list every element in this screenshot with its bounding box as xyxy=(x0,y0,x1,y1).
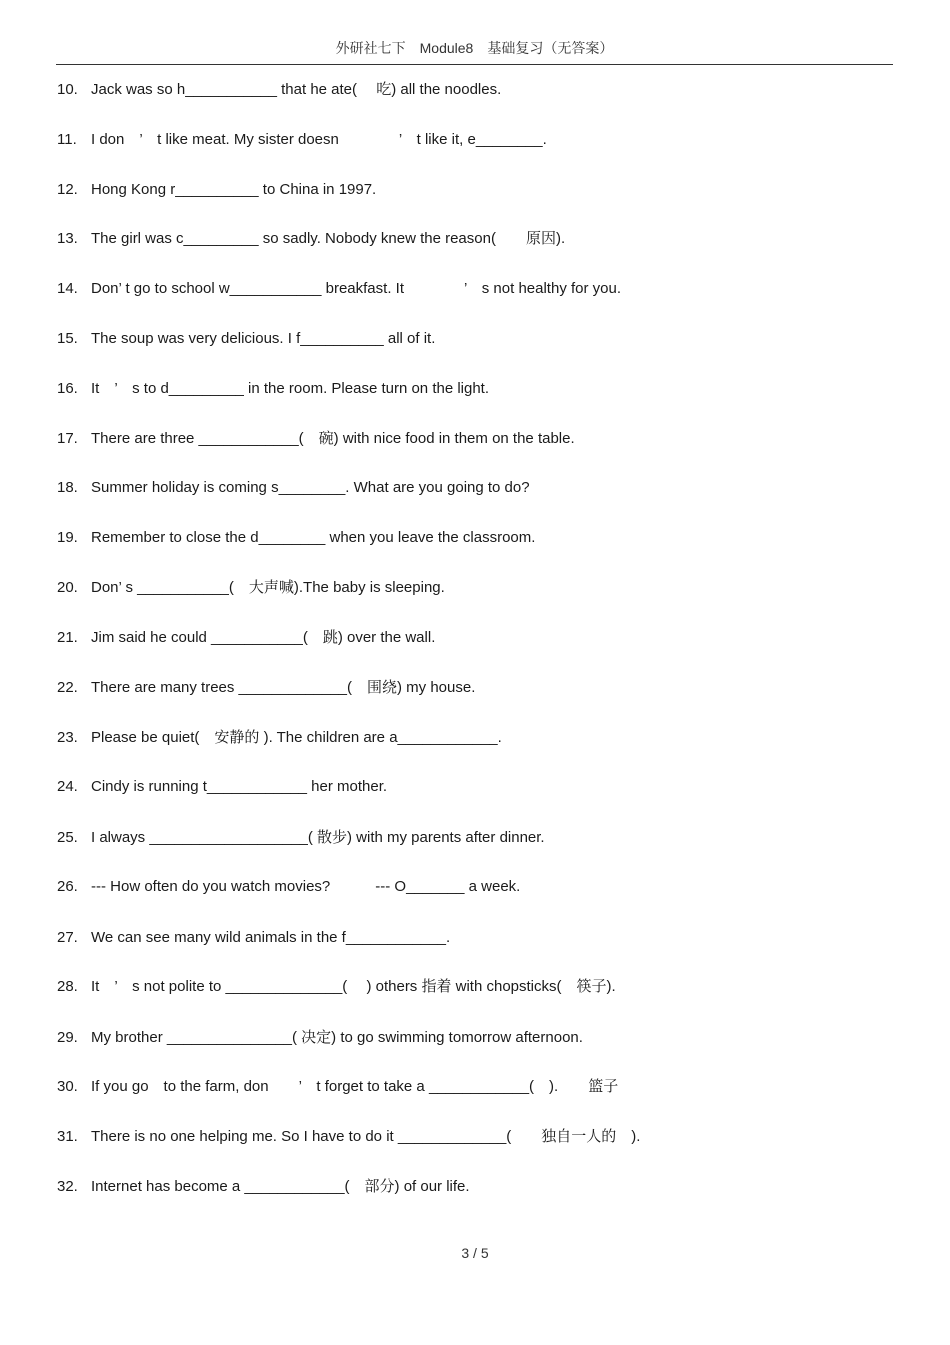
question-item xyxy=(57,528,535,548)
question-number: 31. xyxy=(57,1128,78,1145)
question-item xyxy=(57,379,489,399)
question-number: 30. xyxy=(57,1078,78,1095)
question-number: 20. xyxy=(57,579,78,596)
question-item xyxy=(57,180,376,200)
question-item xyxy=(57,429,575,449)
question-text: Jim said he could ___________( 跳) over the wall. xyxy=(91,629,436,646)
question-text: Jack was so h___________ that he ate( 吃) all the noodles. xyxy=(91,81,502,98)
question-text: My brother _______________( 决定) to go swimming tomorrow afternoon. xyxy=(91,1029,583,1046)
question-text: Don’ t go to school w___________ breakfast. It ’ s not healthy for you. xyxy=(91,280,622,297)
question-text: --- How often do you watch movies? --- O_______ a week. xyxy=(91,878,521,895)
question-item xyxy=(57,828,545,848)
question-number: 11. xyxy=(57,131,77,148)
question-text: Cindy is running t____________ her mother. xyxy=(91,778,388,795)
question-number: 10. xyxy=(57,81,78,98)
question-number: 15. xyxy=(57,330,78,347)
question-text: It ’ s not polite to ______________( ) others 指着 with chopsticks( 筷子). xyxy=(91,978,616,995)
question-number: 22. xyxy=(57,679,78,696)
question-number: 29. xyxy=(57,1029,78,1046)
question-text: I always ___________________( 散步) with my parents after dinner. xyxy=(91,829,545,846)
question-item xyxy=(57,777,387,797)
page-number xyxy=(0,1245,950,1261)
question-number: 21. xyxy=(57,629,78,646)
question-item xyxy=(57,329,435,349)
question-item xyxy=(57,279,621,299)
question-number: 18. xyxy=(57,479,78,496)
question-item xyxy=(57,877,520,897)
header-title: 外研社七下 Module8 基础复习（无答案） xyxy=(335,40,614,56)
question-number: 16. xyxy=(57,380,78,397)
question-item xyxy=(57,130,547,150)
question-number: 26. xyxy=(57,878,78,895)
question-item xyxy=(57,1077,618,1097)
question-number: 17. xyxy=(57,430,78,447)
question-item xyxy=(57,478,530,498)
question-text: The soup was very delicious. I f__________ all of it. xyxy=(91,330,436,347)
question-item xyxy=(57,1177,470,1197)
question-text: There is no one helping me. So I have to do it _____________( 独自一人的 ). xyxy=(91,1128,641,1145)
question-text: I don ’ t like meat. My sister doesn ’ t like it, e________. xyxy=(91,131,547,148)
question-number: 27. xyxy=(57,929,78,946)
question-text: We can see many wild animals in the f____________. xyxy=(91,929,451,946)
question-number: 14. xyxy=(57,280,78,297)
question-number: 24. xyxy=(57,778,78,795)
question-text: There are three ____________( 碗) with nice food in them on the table. xyxy=(91,430,575,447)
question-text: Remember to close the d________ when you leave the classroom. xyxy=(91,529,536,546)
page-header xyxy=(56,38,893,65)
question-item xyxy=(57,229,565,249)
question-text: Summer holiday is coming s________. What are you going to do? xyxy=(91,479,530,496)
question-number: 32. xyxy=(57,1178,78,1195)
question-text: The girl was c_________ so sadly. Nobody knew the reason( 原因). xyxy=(91,230,566,247)
page-number-text: 3 / 5 xyxy=(461,1245,489,1261)
question-text: Please be quiet( 安静的 ). The children are a____________. xyxy=(91,729,502,746)
question-item xyxy=(57,628,435,648)
question-number: 23. xyxy=(57,729,78,746)
question-item xyxy=(57,977,616,997)
question-text: Don’ s ___________( 大声喊).The baby is sleeping. xyxy=(91,579,445,596)
question-number: 12. xyxy=(57,181,78,198)
question-item xyxy=(57,1028,583,1048)
question-number: 28. xyxy=(57,978,78,995)
question-item xyxy=(57,578,445,598)
question-item xyxy=(57,678,475,698)
question-item xyxy=(57,728,502,748)
question-item xyxy=(57,80,501,100)
question-text: Hong Kong r__________ to China in 1997. xyxy=(91,181,377,198)
question-text: Internet has become a ____________( 部分) of our life. xyxy=(91,1178,470,1195)
question-text: It ’ s to d_________ in the room. Please turn on the light. xyxy=(91,380,490,397)
question-number: 13. xyxy=(57,230,78,247)
question-text: If you go to the farm, don ’ t forget to take a ____________( ). 篮子 xyxy=(91,1078,619,1095)
question-number: 19. xyxy=(57,529,78,546)
question-text: There are many trees _____________( 围绕) my house. xyxy=(91,679,476,696)
question-number: 25. xyxy=(57,829,78,846)
question-item xyxy=(57,928,450,948)
question-item xyxy=(57,1127,640,1147)
